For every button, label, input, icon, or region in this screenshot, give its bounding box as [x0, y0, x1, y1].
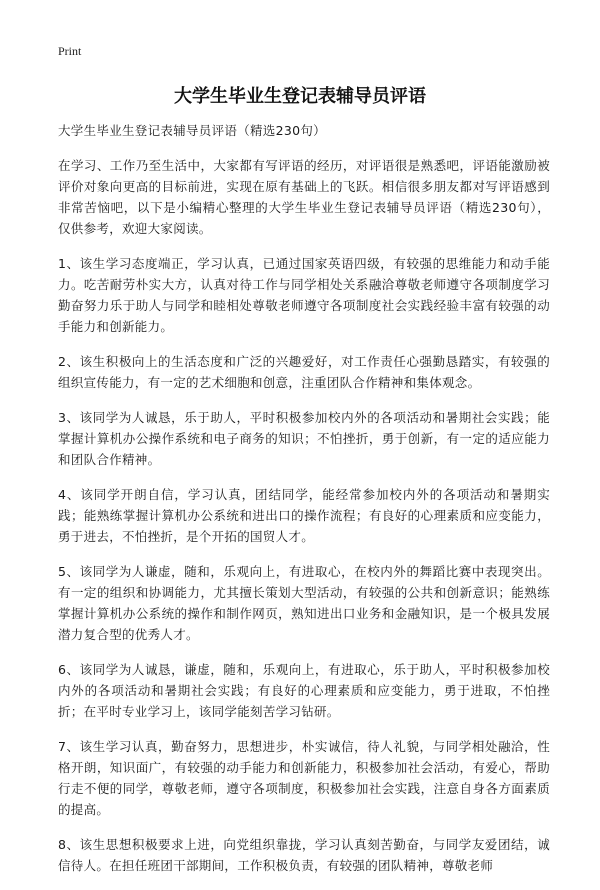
comment-item-8: 8、该生思想积极要求上进，向党组织靠拢，学习认真刻苦勤奋，与同学友爱团结，诚信待人。在担任班团干部期间，工作积极负责，有较强的团队精神，尊敬老师: [58, 837, 550, 873]
comment-item-4: 4、该同学开朗自信，学习认真，团结同学，能经常参加校内外的各项活动和暑期实践；能熟练掌握计算机办公系统和进出口的操作流程；有良好的心理素质和应变能力，勇于进去，不怕挫折，是个开拓的国贸人才。: [58, 487, 550, 544]
comment-item-3: 3、该同学为人诚恳，乐于助人，平时积极参加校内外的各项活动和暑期社会实践；能掌握计算机办公操作系统和电子商务的知识；不怕挫折，勇于创新，有一定的适应能力和团队合作精神。: [58, 410, 550, 467]
comment-item-6: 6、该同学为人诚恳，谦虚，随和，乐观向上，有进取心，乐于助人，平时积极参加校内外的各项活动和暑期社会实践；有良好的心理素质和应变能力，勇于进取，不怕挫折；在平时专业学习上，该同学能刻苦学习钻研。: [58, 662, 550, 719]
comment-item-5: 5、该同学为人谦虚，随和，乐观向上，有进取心，在校内外的舞蹈比赛中表现突出。有一定的组织和协调能力，尤其擅长策划大型活动，有较强的公共和创新意识；能熟练掌握计算机办公系统的操作和制作网页，熟知进出口业务和金融知识，是一个极具发展潜力复合型的优秀人才。: [58, 564, 550, 642]
comment-item-7: 7、该生学习认真，勤奋努力，思想进步，朴实诚信，待人礼貌，与同学相处融洽，性格开朗，知识面广，有较强的动手能力和创新能力，积极参加社会活动，有爱心，帮助行走不便的同学，尊敬老师，遵守各项制度，积极参加社会实践，注意自身各方面素质的提高。: [58, 739, 550, 817]
page-title: 大学生毕业生登记表辅导员评语: [174, 86, 426, 107]
print-link[interactable]: Print: [58, 44, 82, 58]
comment-item-2: 2、该生积极向上的生活态度和广泛的兴趣爱好，对工作责任心强勤恳踏实，有较强的组织宣传能力，有一定的艺术细胞和创意，注重团队合作精神和集体观念。: [58, 354, 550, 390]
article-subtitle: 大学生毕业生登记表辅导员评语（精选230句）: [58, 123, 326, 138]
article-body: [58, 120, 550, 890]
comment-item-1: 1、该生学习态度端正，学习认真，已通过国家英语四级，有较强的思维能力和动手能力。吃苦耐劳朴实大方，认真对待工作与同学相处关系融洽尊敬老师遵守各项制度学习勤奋努力乐于助人与同学和睦相处尊敬老师遵守各项制度社会实践经验丰富有较强的动手能力和创新能力。: [58, 256, 550, 334]
intro-paragraph: 在学习、工作乃至生活中，大家都有写评语的经历，对评语很是熟悉吧，评语能激励被评价对象向更高的目标前进，实现在原有基础上的飞跃。相信很多朋友都对写评语感到非常苦恼吧，以下是小编精心整理的大学生毕业生登记表辅导员评语（精选230句），仅供参考，欢迎大家阅读。: [58, 158, 550, 236]
